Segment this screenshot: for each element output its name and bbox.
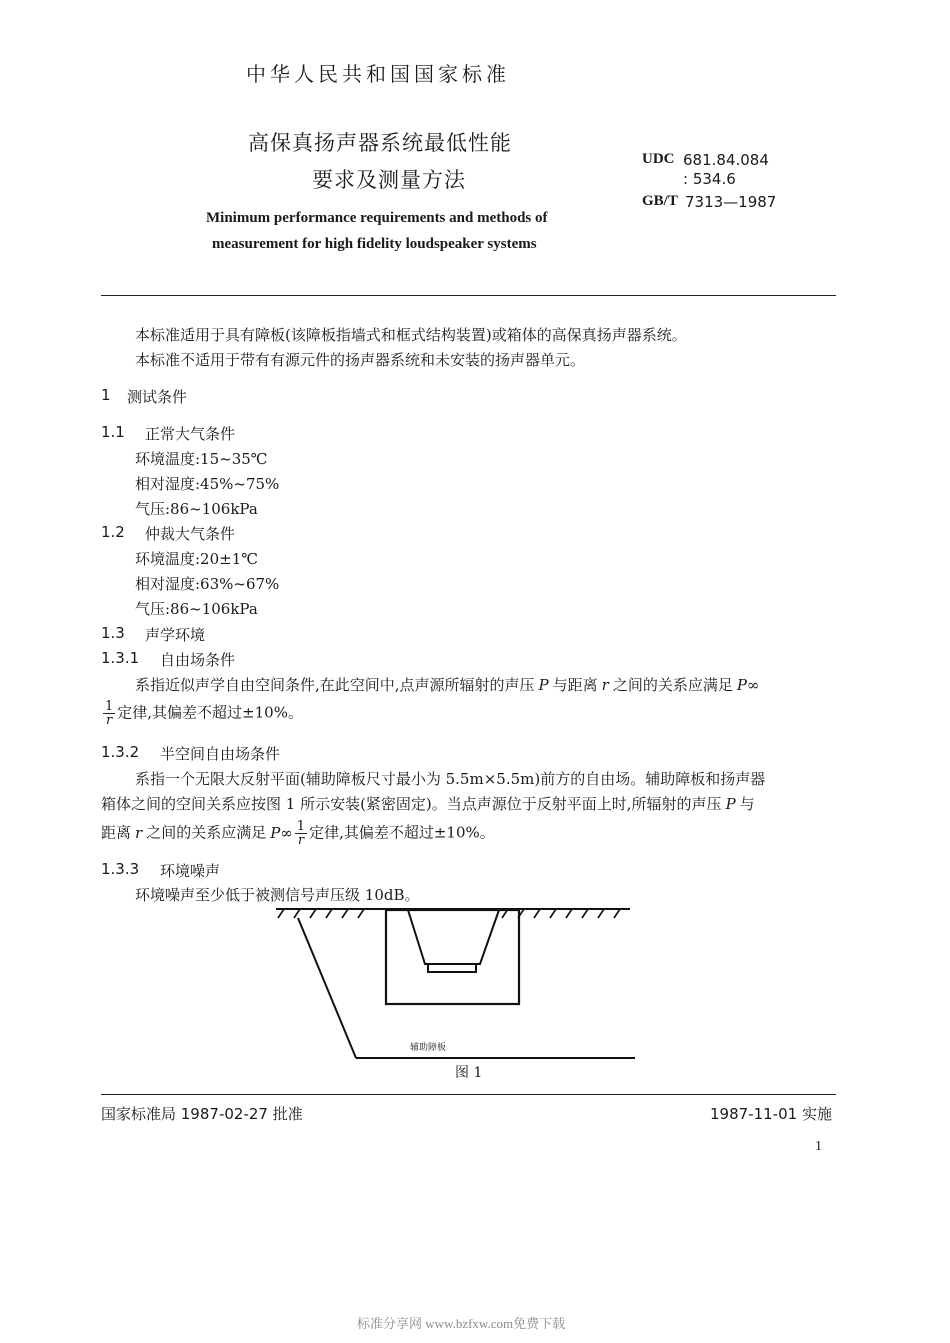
ambient-noise-text: 环境噪声至少低于被测信号声压级 10dB。	[135, 886, 420, 904]
figure-1-diagram	[270, 900, 640, 1065]
text-segment: 系指近似声学自由空间条件,在此空间中,点声源所辐射的声压	[135, 676, 535, 694]
title-line-1: 高保真扬声器系统最低性能	[248, 131, 512, 155]
national-standard-heading: 中华人民共和国国家标准	[246, 62, 510, 86]
section-1-3-title: 声学环境	[145, 626, 206, 644]
fraction-numerator: 1	[296, 819, 306, 834]
speaker-cone	[408, 910, 499, 964]
symbol-distance: r	[135, 823, 143, 842]
symbol-distance: r	[601, 676, 609, 694]
udc-value-2: : 534.6	[683, 170, 736, 188]
implementation-note: 1987-11-01 实施	[710, 1105, 832, 1123]
approval-note: 国家标准局 1987-02-27 批准	[101, 1105, 303, 1123]
english-title-line-2: measurement for high fidelity loudspeaker systems	[212, 236, 537, 252]
fraction-denominator: r	[297, 833, 305, 848]
section-1-1-number: 1.1	[101, 423, 125, 441]
symbol-pressure: P	[725, 795, 736, 813]
section-1-3-2-number: 1.3.2	[101, 743, 140, 761]
list-item: 相对湿度:63%~67%	[135, 575, 280, 593]
section-1-3-2-title: 半空间自由场条件	[160, 745, 281, 763]
intro-paragraph-1: 本标准适用于具有障板(该障板指墙式和框式结构装置)或箱体的高保真扬声器系统。	[135, 326, 687, 344]
text-segment: 定律,其偏差不超过±10%。	[117, 703, 303, 722]
header-divider	[101, 295, 836, 296]
proportional-expression: P∞	[270, 823, 293, 842]
section-1-3-1-title: 自由场条件	[160, 651, 236, 669]
half-space-definition-line-2	[101, 793, 755, 814]
section-1-3-3-title: 环境噪声	[160, 862, 221, 880]
speaker-cabinet	[386, 910, 519, 1004]
figure-label-auxiliary-baffle: 辅助障板	[410, 1043, 447, 1053]
section-1-2-title: 仲裁大气条件	[145, 525, 236, 543]
half-space-definition-line-3	[101, 820, 495, 847]
fraction-one-over-r	[103, 700, 115, 727]
intro-paragraph-2: 本标准不适用于带有有源元件的扬声器系统和未安装的扬声器单元。	[135, 351, 586, 369]
udc-label: UDC	[642, 151, 675, 167]
text-segment: 与距离	[552, 676, 598, 694]
page-number: 1	[815, 1139, 822, 1154]
list-item: 气压:86~106kPa	[135, 600, 258, 618]
footer-divider	[101, 1094, 836, 1095]
free-field-definition-line-2	[101, 700, 303, 727]
baffle-edge	[298, 918, 356, 1058]
title-line-2: 要求及测量方法	[312, 168, 466, 192]
english-title-line-1: Minimum performance requirements and methods of	[206, 210, 548, 226]
udc-value-1: 681.84.084	[683, 151, 769, 169]
list-item: 气压:86~106kPa	[135, 500, 258, 518]
text-segment: 定律,其偏差不超过±10%。	[309, 823, 495, 842]
speaker-driver	[428, 964, 476, 972]
watermark-text: 标准分享网 www.bzfxw.com免费下载	[357, 1316, 566, 1331]
fraction-numerator: 1	[105, 699, 114, 714]
free-field-definition-line-1	[135, 674, 759, 695]
gb-number: 7313—1987	[685, 193, 777, 211]
section-1-3-number: 1.3	[101, 624, 125, 642]
section-1-1-title: 正常大气条件	[145, 425, 236, 443]
gb-label: GB/T	[642, 193, 678, 209]
list-item: 环境温度:15~35℃	[135, 450, 268, 468]
text-segment: 箱体之间的空间关系应按图 1 所示安装(紧密固定)。当点声源位于反射平面上时,所辐射的声压	[101, 795, 722, 813]
text-segment: 之间的关系应满足	[612, 676, 733, 694]
proportional-expression: P∞	[736, 676, 760, 694]
section-1-3-1-number: 1.3.1	[101, 649, 140, 667]
list-item: 相对湿度:45%~75%	[135, 475, 280, 493]
section-1-title: 测试条件	[127, 388, 188, 406]
section-1-number: 1	[101, 386, 111, 404]
fraction-one-over-r	[295, 820, 307, 847]
section-1-3-3-number: 1.3.3	[101, 860, 140, 878]
text-segment: 距离	[101, 823, 132, 842]
text-segment: 与	[739, 795, 755, 813]
figure-1-caption: 图 1	[455, 1065, 483, 1081]
section-1-2-number: 1.2	[101, 523, 125, 541]
symbol-pressure: P	[538, 676, 549, 694]
fraction-denominator: r	[106, 713, 113, 728]
list-item: 环境温度:20±1℃	[135, 550, 259, 568]
half-space-definition-line-1: 系指一个无限大反射平面(辅助障板尺寸最小为 5.5m×5.5m)前方的自由场。辅助障板和扬声器	[135, 770, 766, 788]
text-segment: 之间的关系应满足	[146, 823, 267, 842]
